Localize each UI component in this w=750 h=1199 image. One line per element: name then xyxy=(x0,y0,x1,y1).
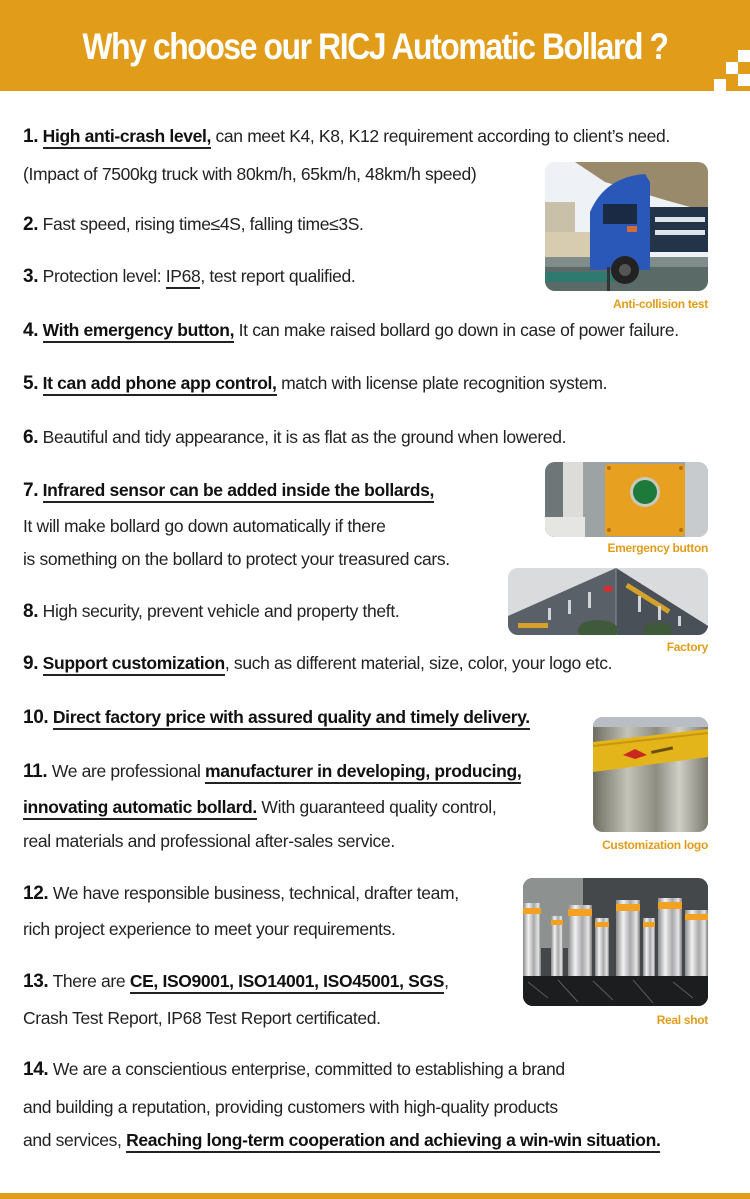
feature-item-1: 1. High anti-crash level, can meet K4, K8, K12 requirement according to client’s need. xyxy=(23,126,670,147)
feature-item-9: 9. Support customization, such as different material, size, color, your logo etc. xyxy=(23,653,613,674)
feature-highlight: Support customization xyxy=(43,653,225,676)
feature-item-11: 11. We are professional manufacturer in developing, producing, xyxy=(23,761,522,782)
feature-highlight: High anti-crash level, xyxy=(43,126,211,149)
feature-item-7: 7. Infrared sensor can be added inside the bollards, xyxy=(23,480,434,501)
feature-item-14: 14. We are a conscientious enterprise, committed to establishing a brand xyxy=(23,1059,565,1080)
photo-caption: Real shot xyxy=(656,1013,708,1027)
feature-highlight: manufacturer in developing, producing, xyxy=(205,761,521,784)
feature-item-12-detail: rich project experience to meet your requirements. xyxy=(23,919,396,939)
feature-highlight: Infrared sensor can be added inside the bollards, xyxy=(43,480,434,503)
photo-caption: Anti-collision test xyxy=(613,297,708,311)
photo-caption: Customization logo xyxy=(602,838,708,852)
feature-item-14-detail: and building a reputation, providing customers with high-quality products xyxy=(23,1097,558,1117)
feature-highlight: Direct factory price with assured quality and timely delivery. xyxy=(53,707,530,730)
feature-item-1-detail: (Impact of 7500kg truck with 80km/h, 65km/h, 48km/h speed) xyxy=(23,164,477,184)
feature-item-7-detail: It will make bollard go down automatically if there xyxy=(23,516,386,536)
feature-item-13: 13. There are CE, ISO9001, ISO14001, ISO45001, SGS, xyxy=(23,971,449,992)
footer-accent-bar xyxy=(0,1193,750,1199)
feature-highlight: It can add phone app control, xyxy=(43,373,277,396)
photo-caption: Factory xyxy=(666,640,708,654)
emergency-button-photo xyxy=(545,462,708,537)
truck-photo xyxy=(545,162,708,291)
photo-caption: Emergency button xyxy=(607,541,708,555)
feature-highlight: With emergency button, xyxy=(43,320,234,343)
page-title: Why choose our RICJ Automatic Bollard ? xyxy=(82,26,668,67)
bollards-real-photo xyxy=(523,878,708,1006)
feature-item-13-detail: Crash Test Report, IP68 Test Report certificated. xyxy=(23,1008,381,1028)
feature-item-14-detail: and services, Reaching long-term cooperation and achieving a win-win situation. xyxy=(23,1130,660,1151)
feature-item-4: 4. With emergency button, It can make raised bollard go down in case of power failure. xyxy=(23,320,679,341)
feature-highlight: CE, ISO9001, ISO14001, ISO45001, SGS xyxy=(130,971,444,994)
feature-item-10: 10. Direct factory price with assured quality and timely delivery. xyxy=(23,707,530,728)
feature-highlight: Reaching long-term cooperation and achieving a win-win situation. xyxy=(126,1130,660,1153)
feature-item-11-detail: real materials and professional after-sales service. xyxy=(23,831,395,851)
feature-item-8: 8. High security, prevent vehicle and property theft. xyxy=(23,601,400,622)
bollard-logo-photo xyxy=(593,717,708,832)
feature-item-11-detail: innovating automatic bollard. With guaranteed quality control, xyxy=(23,797,496,818)
feature-item-5: 5. It can add phone app control, match with license plate recognition system. xyxy=(23,373,608,394)
feature-item-3: 3. Protection level: IP68, test report qualified. xyxy=(23,266,356,287)
header-banner xyxy=(0,0,750,91)
factory-photo xyxy=(508,568,708,635)
feature-item-12: 12. We have responsible business, technical, drafter team, xyxy=(23,883,459,904)
feature-item-7-detail: is something on the bollard to protect your treasured cars. xyxy=(23,549,450,569)
feature-item-6: 6. Beautiful and tidy appearance, it is as flat as the ground when lowered. xyxy=(23,427,567,448)
feature-highlight: innovating automatic bollard. xyxy=(23,797,257,820)
feature-item-2: 2. Fast speed, rising time≤4S, falling time≤3S. xyxy=(23,214,364,235)
